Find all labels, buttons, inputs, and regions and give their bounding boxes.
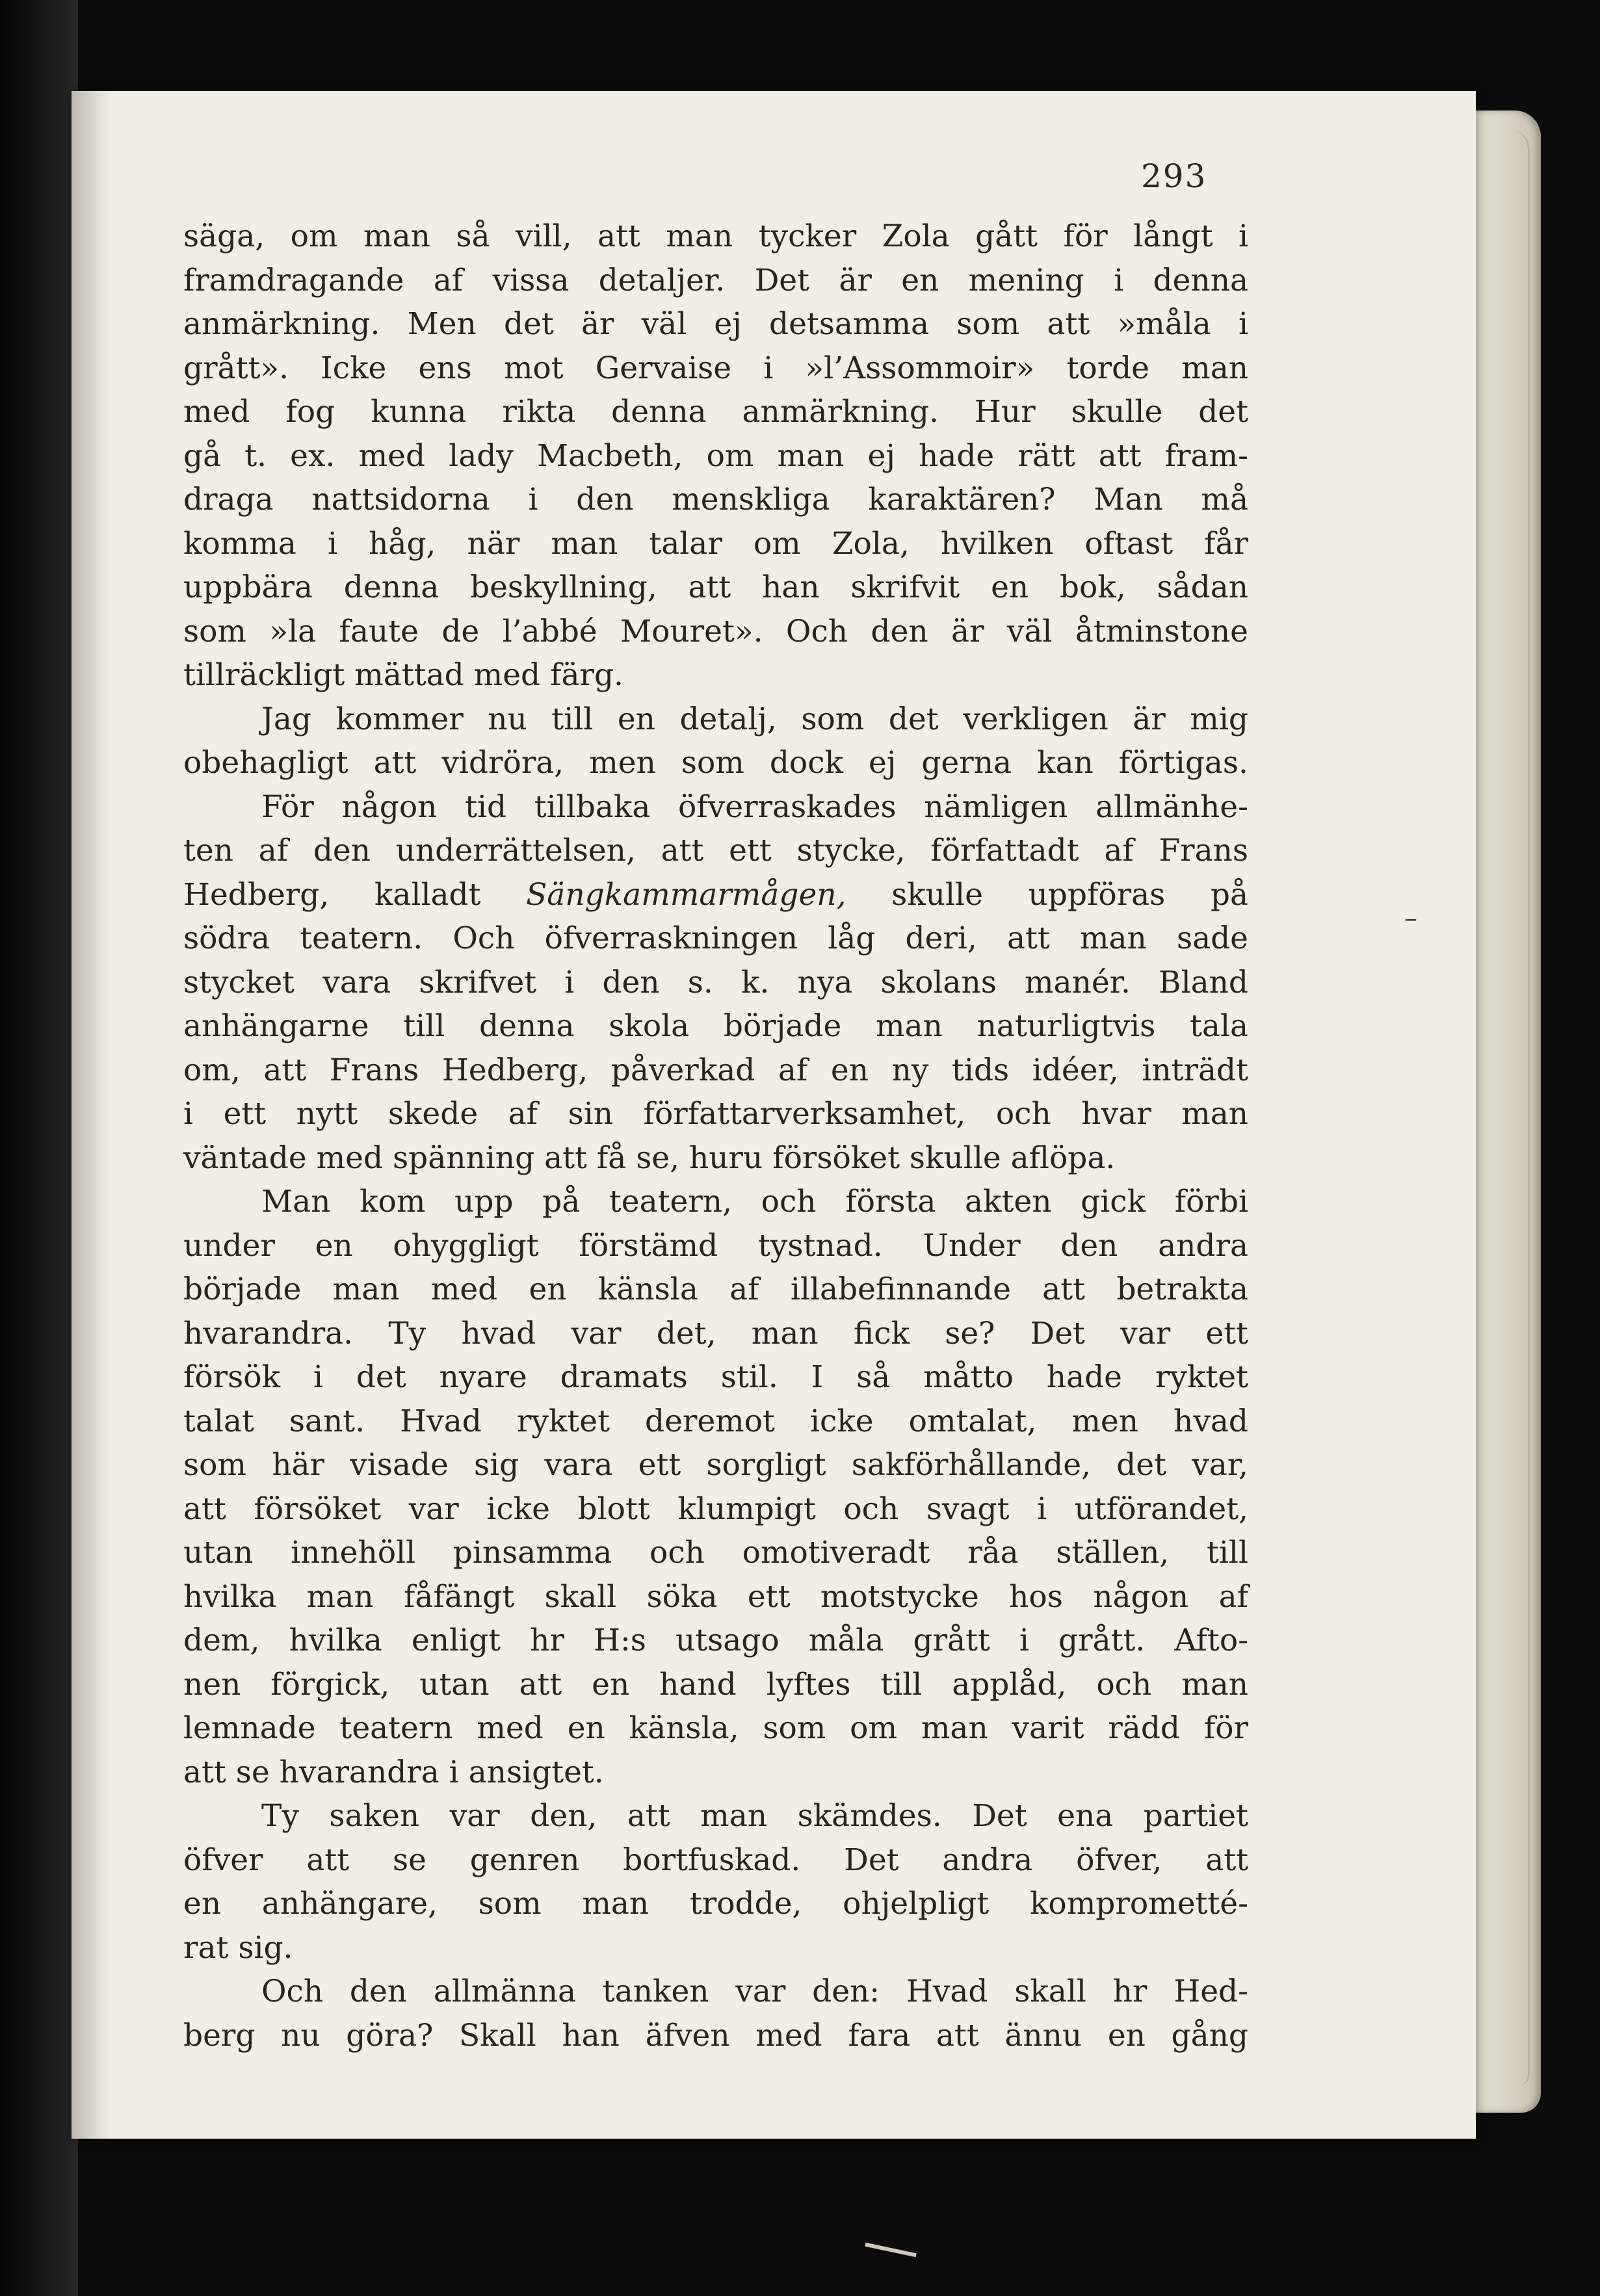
- text-line: Ty saken var den, att man skämdes. Det ena partiet: [261, 1798, 1248, 1834]
- text-line: väntade med spänning att få se, huru försöket skulle aflöpa.: [183, 1140, 1116, 1176]
- text-fragment: Hedberg, kalladt: [183, 876, 527, 913]
- text-line: anhängarne till denna skola började man naturligtvis tala: [183, 1008, 1248, 1044]
- text-line: öfver att se genren bortfuskad. Det andra öfver, att: [183, 1842, 1248, 1878]
- text-line: med fog kunna rikta denna anmärkning. Hur skulle det: [183, 394, 1248, 430]
- text-line: talat sant. Hvad ryktet deremot icke omtalat, men hvad: [183, 1403, 1248, 1439]
- text-line: uppbära denna beskyllning, att han skrifvit en bok, sådan: [183, 569, 1248, 605]
- text-line: draga nattsidorna i den menskliga karaktären? Man må: [183, 482, 1248, 517]
- body-text: [183, 215, 1248, 2057]
- text-line: nen förgick, utan att en hand lyftes till applåd, och man: [183, 1666, 1248, 1702]
- scan-debris-mark: [865, 2243, 916, 2258]
- text-line: gå t. ex. med lady Macbeth, om man ej hade rätt att fram-: [183, 437, 1248, 474]
- text-line: södra teatern. Och öfverraskningen låg deri, att man sade: [183, 920, 1248, 956]
- text-line: hvilka man fåfängt skall söka ett motstycke hos någon af: [183, 1578, 1248, 1615]
- text-line: började man med en känsla af illabefinnande att betrakta: [183, 1272, 1248, 1307]
- gutter-shadow: [72, 91, 111, 2139]
- scan-background-left: [0, 0, 78, 2296]
- text-line: som här visade sig vara ett sorgligt sakförhållande, det var,: [183, 1447, 1248, 1483]
- text-line: Man kom upp på teatern, och första akten gick förbi: [261, 1184, 1248, 1220]
- text-line: rat sig.: [183, 1929, 293, 1966]
- text-line: hvarandra. Ty hvad var det, man fick se? Det var ett: [183, 1315, 1248, 1351]
- text-line: i ett nytt skede af sin författarverksamhet, och hvar man: [183, 1096, 1248, 1132]
- text-line: stycket vara skrifvet i den s. k. nya skolans manér. Bland: [183, 964, 1248, 1000]
- text-line: berg nu göra? Skall han äfven med fara att ännu en gång: [183, 2017, 1248, 2054]
- text-line-with-title: [183, 873, 1248, 917]
- text-line: För någon tid tillbaka öfverraskades nämligen allmänhe-: [261, 789, 1248, 825]
- text-fragment: skulle uppföras på: [846, 876, 1248, 913]
- text-line: framdragande af vissa detaljer. Det är en mening i denna: [183, 262, 1248, 298]
- text-line: tillräckligt mättad med färg.: [183, 657, 623, 693]
- text-line: lemnade teatern med en känsla, som om man varit rädd för: [183, 1710, 1248, 1746]
- text-line: en anhängare, som man trodde, ohjelpligt komprometté-: [183, 1886, 1248, 1922]
- text-line: under en ohyggligt förstämd tystnad. Under den andra: [183, 1227, 1248, 1264]
- text-line: obehagligt att vidröra, men som dock ej gerna kan förtigas.: [183, 745, 1248, 781]
- text-line: ten af den underrättelsen, att ett stycke, författadt af Frans: [183, 833, 1248, 868]
- text-line: dem, hvilka enligt hr H:s utsago måla grått i grått. Afto-: [183, 1623, 1248, 1658]
- text-line: försök i det nyare dramats stil. I så måtto hade ryktet: [183, 1359, 1248, 1395]
- text-line: att se hvarandra i ansigtet.: [183, 1754, 604, 1790]
- text-line: om, att Frans Hedberg, påverkad af en ny tids idéer, inträdt: [183, 1052, 1248, 1088]
- text-line: utan innehöll pinsamma och omotiveradt råa ställen, till: [183, 1535, 1248, 1571]
- text-line: anmärkning. Men det är väl ej detsamma som att »måla i: [183, 306, 1248, 342]
- text-line: komma i håg, när man talar om Zola, hvilken oftast får: [183, 525, 1248, 562]
- margin-dash-mark: –: [1404, 904, 1417, 933]
- text-line: att försöket var icke blott klumpigt och svagt i utförandet,: [183, 1491, 1248, 1527]
- text-line: som »la faute de l’abbé Mouret». Och den är väl åtminstone: [183, 613, 1248, 649]
- play-title: Sängkammarmågen,: [526, 876, 846, 913]
- text-line: Jag kommer nu till en detalj, som det verkligen är mig: [261, 701, 1248, 737]
- text-line: grått». Icke ens mot Gervaise i »l’Assommoir» torde man: [183, 350, 1248, 386]
- page-number: 293: [1141, 157, 1207, 195]
- text-line: säga, om man så vill, att man tycker Zola gått för långt i: [183, 218, 1248, 254]
- text-line: Och den allmänna tanken var den: Hvad skall hr Hed-: [261, 1974, 1248, 2009]
